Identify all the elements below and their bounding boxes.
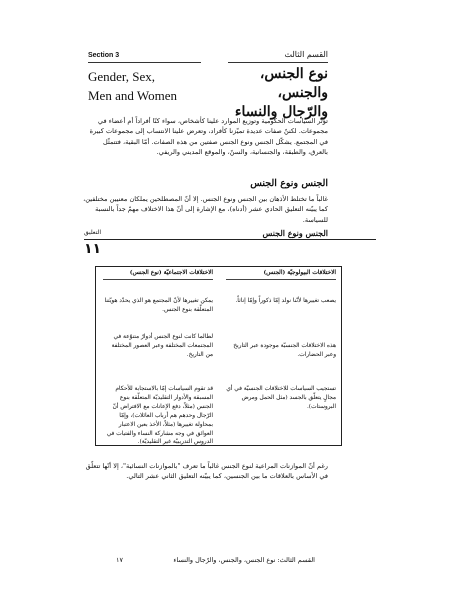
table-cell-bio-3: تستجيب السياسات للاختلافات الجنسيّة في أي مجالٍ يتعلّق بالجسد (مثل الحمل ومرض البروستات). xyxy=(226,386,336,410)
commentary-rule xyxy=(84,239,376,240)
section-paragraph: غالباً ما تختلط الأذهان بين الجنس ونوع الجنس. إلا أنّ المصطلحين يملكان معنيين مختلفين، كما يبيّنه التعليق الحادي عشر (أدناه)، مع الإشارة إلى أنّ هذا الاختلاف مهمّ جداً بالنسبة للسياسة. xyxy=(83,195,328,224)
commentary-title: الجنس ونوع الجنس xyxy=(262,228,328,238)
table-cell-soc-1: يمكن تغييرها لأنّ المجتمع هو الذي يحدّد هويّتنا المتعلّقة بنوع الجنس. xyxy=(104,298,213,313)
page-number: ١٧ xyxy=(116,556,123,564)
footer-running-title: القسم الثالث: نوع الجنس، والجنس، والرّجال والنساء xyxy=(173,556,315,564)
table-cell-bio-1: يصعب تغييرها لأنّنا نولد إمّا ذكوراً وإمّا إناثاً. xyxy=(235,298,336,304)
table-header-social: الاختلافات الاجتماعيّة (نوع الجنس) xyxy=(129,270,213,276)
section-label-ar: القسم الثالث xyxy=(284,50,328,59)
title-en-line2: Men and Women xyxy=(88,88,177,103)
section-heading: الجنس ونوع الجنس xyxy=(250,178,328,189)
table-header-rule xyxy=(103,279,213,280)
table-header-rule xyxy=(226,279,336,280)
header-rule-left xyxy=(88,62,201,63)
commentary-number: ١١ xyxy=(84,241,102,257)
table-header-biological: الاختلافات البيولوجيّة (الجنس) xyxy=(263,270,336,276)
table-cell-soc-2: لطالما كانت لنوع الجنس أدوارٌ متنوّعة في المجتمعات المختلفة وعبر العصور المختلفة من التاريخ. xyxy=(111,334,213,358)
closing-paragraph: رغم أنّ الموازنات المراعية لنوع الجنس غالباً ما تعرف "بالموازنات النسائية"، إلا أنّها تتعلّق في الأساس بالعلاقات ما بين الجنسين، كما يبيّنه التعليق الثاني عشر التالي. xyxy=(85,462,328,481)
title-ar-line2: والرّجال والنساء xyxy=(234,104,328,120)
table-cell-soc-3: قد تقوم السياسات إمّا بالاستجابة للأحكام المسبقة والأدوار التقليديّة المتعلّقة بنوع الجنس (مثلاً، دفع الإعانات مع الافتراض أنّ الرّجال وحدهم هم أرباب العائلات)، وإمّا بمحاولة تغييرها (مثلاً، الأخذ بعين الاعتبار العوائق في وجه مشاركة النساء والفتيات في الدروس التدريبيّة غير التقليديّة). xyxy=(106,386,213,446)
comparison-table xyxy=(95,266,342,446)
table-cell-bio-2: هذه الاختلافات الجنسيّة موجودة عبر التاريخ وعبر الحضارات. xyxy=(233,343,336,358)
intro-paragraph: تؤثّر السياسات الحكومية وتوزيع الموارد علينا كأشخاص، سواء كنّا أفراداً أم أعضاء في مجموعات. لكننّ صفات عديدة تميّزنا كأفراد، وتعرض علينا الانتساب إلى مجموعات كبيرة في المجتمع. يشكّل الجنس ونوع الجنس صفتين من هذه الصفات. أمّا البقية، فتتمثّل بالعرق، والطبقة، والجنسانية، والسنّ، والموقع المديني والريفي. xyxy=(89,117,328,156)
section-label-en: Section 3 xyxy=(88,52,120,59)
title-ar-line1: نوع الجنس، والجنس، xyxy=(259,66,328,101)
page-title-en xyxy=(88,67,208,105)
header-rule-right xyxy=(228,62,328,63)
commentary-label: التعليق xyxy=(84,230,102,236)
title-en-line1: Gender, Sex, xyxy=(88,69,155,84)
page-title-ar xyxy=(218,65,328,122)
